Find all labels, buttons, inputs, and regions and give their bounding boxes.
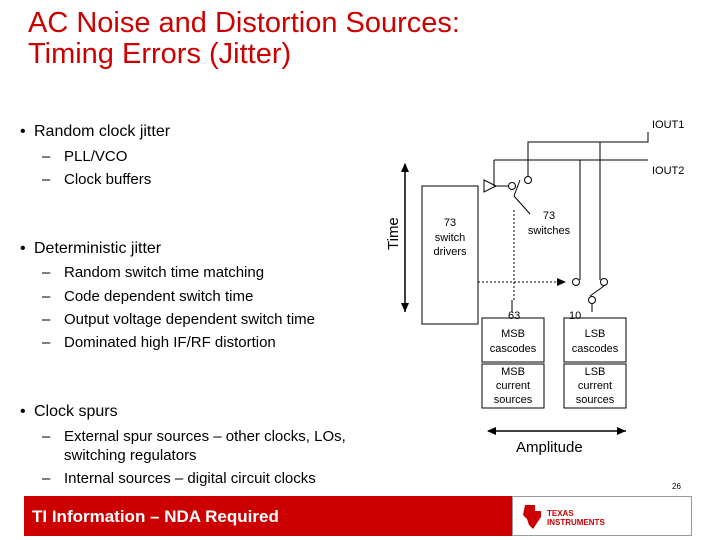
footer-bar: [24, 496, 512, 536]
sub-item-continuation: switching regulators: [64, 447, 197, 464]
lsb-sources-line1: LSB: [584, 366, 606, 378]
lsb-sources-box: [564, 364, 626, 408]
bullet-dot-icon: •: [20, 123, 26, 140]
msb-cascodes-line2: cascodes: [489, 343, 537, 355]
title-line-1: AC Noise and Distortion Sources:: [28, 7, 460, 39]
bullet-label: Random clock jitter: [34, 123, 171, 140]
msb-cascodes-line1: MSB: [501, 328, 525, 340]
switch-node-icon: [509, 183, 516, 190]
logo-word-1: TEXAS: [547, 509, 574, 518]
msb-sources-line3: sources: [493, 394, 533, 406]
title-line-2: Timing Errors (Jitter): [28, 38, 292, 70]
switches-label-1: 73: [542, 210, 556, 222]
sub-item: – PLL/VCO: [42, 148, 128, 165]
sub-item: – Output voltage dependent switch time: [42, 311, 315, 328]
bullet-deterministic-jitter: [20, 240, 161, 258]
bullet-clock-spurs: [20, 403, 118, 421]
sub-item: – Dominated high IF/RF distortion: [42, 334, 276, 351]
lsb-cascodes-line1: LSB: [584, 328, 606, 340]
iout2-label: IOUT2: [652, 165, 685, 177]
page-number: 26: [672, 482, 681, 491]
sub-item: – Clock buffers: [42, 171, 152, 188]
iout1-label: IOUT1: [652, 119, 685, 131]
iout1-wire: [528, 132, 648, 180]
amplitude-axis-label: Amplitude: [516, 439, 583, 456]
logo-word-2: INSTRUMENTS: [547, 518, 605, 527]
sub-item: – Code dependent switch time: [42, 288, 254, 305]
msb-sources-box: [482, 364, 544, 408]
switch-node-icon: [573, 279, 580, 286]
switch-blade: [590, 286, 604, 296]
drivers-label-3: drivers: [433, 246, 467, 258]
lsb-cascodes-box: [564, 318, 626, 362]
switch-drivers-box: [422, 186, 478, 324]
slide-title: [28, 8, 628, 70]
switch-node-icon: [525, 177, 532, 184]
lsb-sources-line3: sources: [575, 394, 615, 406]
sub-item: – External spur sources – other clocks, LOs,: [42, 428, 346, 445]
lsb-cascodes-line2: cascodes: [571, 343, 619, 355]
driver-buffer-icon: [484, 180, 496, 192]
switch-blade: [514, 180, 520, 196]
lsb-count: 10: [569, 310, 582, 322]
msb-sources-line1: MSB: [501, 366, 525, 378]
sub-item: – Random switch time matching: [42, 264, 265, 281]
footer-logo-box: [512, 496, 692, 536]
bullet-label: Deterministic jitter: [34, 240, 162, 257]
switch-node-icon: [589, 297, 596, 304]
footer-text: TI Information – NDA Required: [32, 507, 279, 526]
sub-item: – Internal sources – digital circuit clocks: [42, 470, 316, 487]
ti-state-logo-icon: [513, 497, 693, 537]
bullet-dot-icon: •: [20, 240, 26, 257]
msb-count: 63: [508, 310, 521, 322]
msb-cascodes-box: [482, 318, 544, 362]
time-axis-label: Time: [385, 217, 402, 250]
switch-node-icon: [601, 279, 608, 286]
switch-blade: [514, 196, 530, 214]
switches-label-2: switches: [527, 225, 571, 237]
bullet-label: Clock spurs: [34, 403, 118, 420]
bullet-random-jitter: [20, 123, 170, 141]
drivers-label-2: switch: [434, 232, 466, 244]
drivers-label-1: 73: [443, 217, 457, 229]
msb-sources-line2: current: [495, 380, 531, 392]
bullet-dot-icon: •: [20, 403, 26, 420]
lsb-sources-line2: current: [577, 380, 613, 392]
